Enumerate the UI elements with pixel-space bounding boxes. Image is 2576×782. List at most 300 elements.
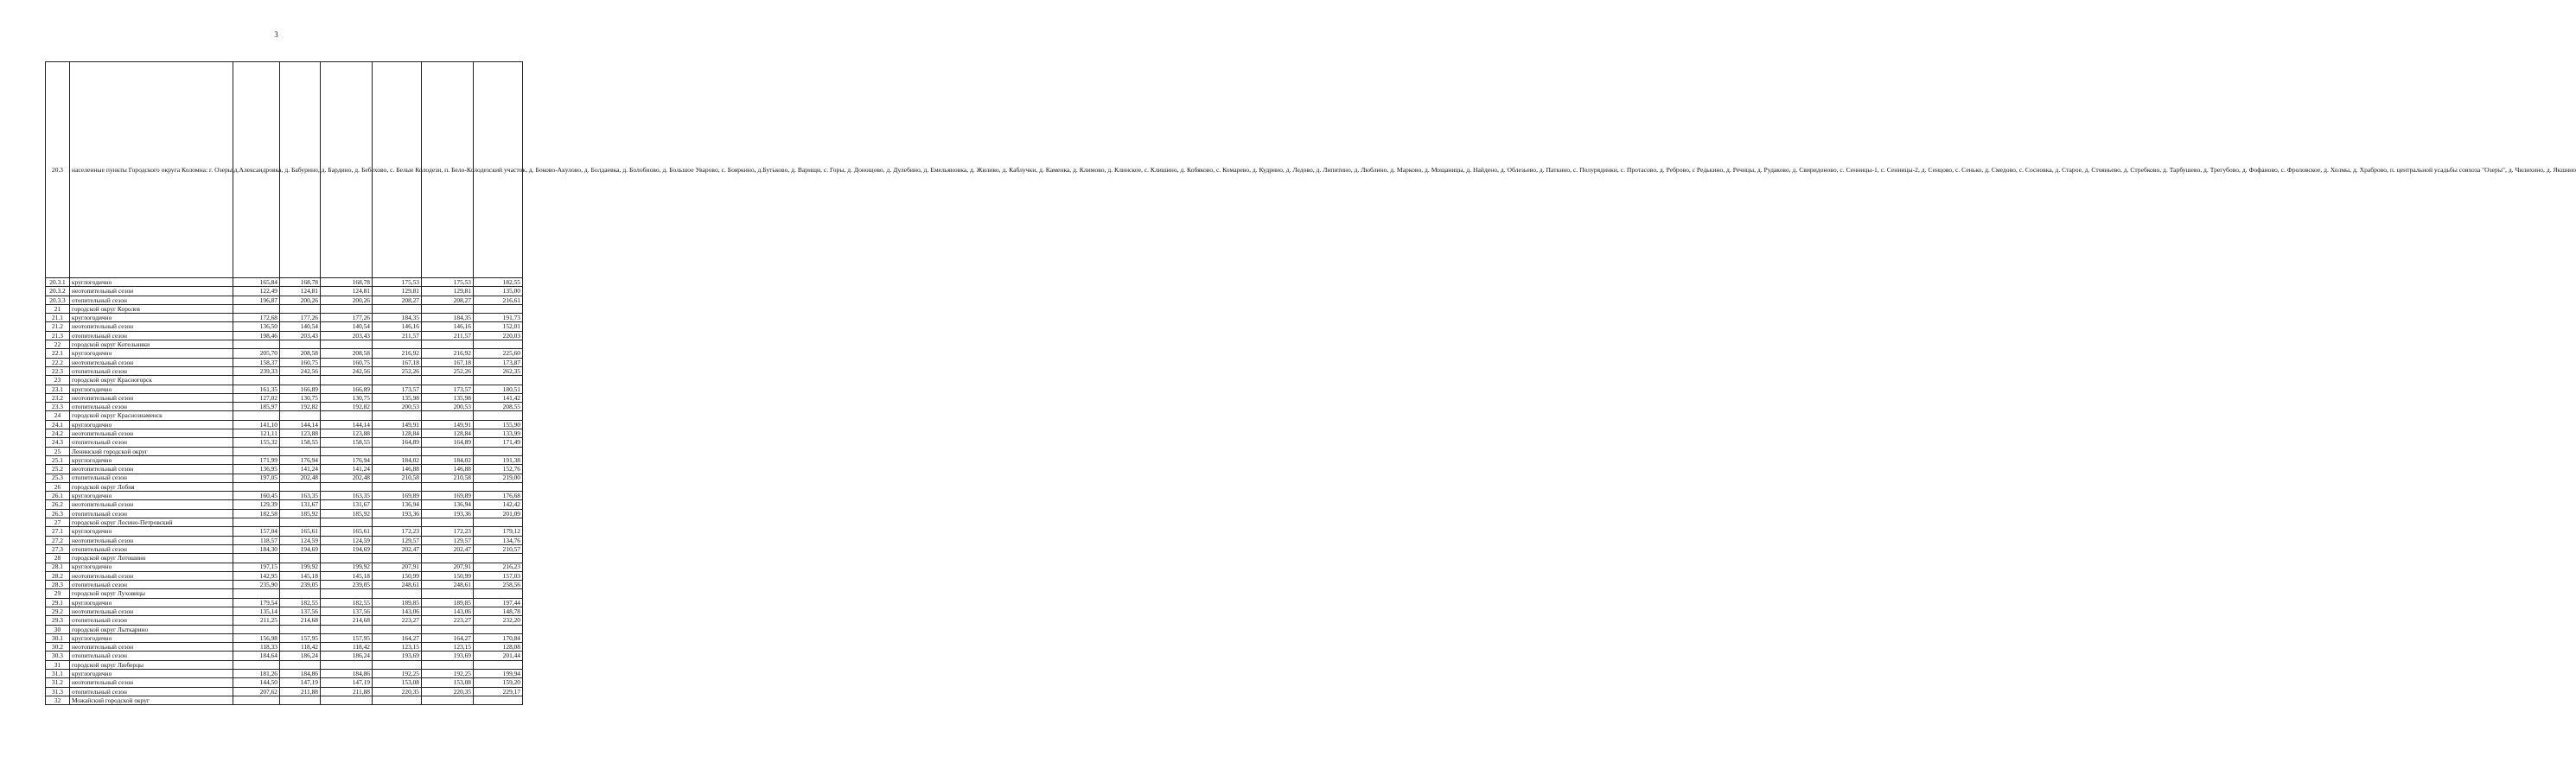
row-number: 30.1 bbox=[46, 633, 70, 642]
section-row bbox=[46, 589, 523, 598]
row-label: отопительный сезон bbox=[70, 296, 233, 304]
tariff-value: 196,87 bbox=[233, 296, 280, 304]
tariff-value: 136,94 bbox=[373, 500, 422, 509]
table-row bbox=[46, 607, 523, 615]
table-row bbox=[46, 438, 523, 447]
table-row bbox=[46, 296, 523, 304]
tariff-value: 220,35 bbox=[373, 687, 422, 696]
row-number: 31.3 bbox=[46, 687, 70, 696]
empty-cell bbox=[280, 518, 321, 527]
table-row bbox=[46, 544, 523, 553]
empty-cell bbox=[233, 518, 280, 527]
empty-cell bbox=[474, 518, 523, 527]
table-row bbox=[46, 643, 523, 652]
tariff-value: 184,64 bbox=[233, 652, 280, 660]
empty-cell bbox=[321, 482, 373, 491]
tariff-value: 142,95 bbox=[233, 571, 280, 580]
tariff-value: 156,98 bbox=[233, 633, 280, 642]
tariff-value: 149,91 bbox=[373, 420, 422, 429]
empty-cell bbox=[321, 340, 373, 349]
table-row bbox=[46, 652, 523, 660]
empty-cell bbox=[373, 411, 422, 420]
table-row bbox=[46, 536, 523, 544]
row-label: неотопительный сезон bbox=[70, 393, 233, 402]
tariff-value: 164,27 bbox=[422, 633, 474, 642]
tariff-value: 216,23 bbox=[474, 563, 523, 571]
tariff-value: 123,15 bbox=[373, 643, 422, 652]
table-row bbox=[46, 455, 523, 464]
tariff-value: 177,26 bbox=[280, 314, 321, 322]
row-label: отопительный сезон bbox=[70, 581, 233, 589]
tariff-value: 175,53 bbox=[373, 278, 422, 287]
tariff-value: 142,42 bbox=[474, 500, 523, 509]
tariff-value: 223,27 bbox=[373, 616, 422, 625]
empty-cell bbox=[422, 340, 474, 349]
tariff-value: 180,51 bbox=[474, 385, 523, 393]
empty-cell bbox=[373, 589, 422, 598]
row-number: 31.2 bbox=[46, 678, 70, 687]
tariff-value: 185,92 bbox=[280, 509, 321, 518]
row-number: 27.1 bbox=[46, 527, 70, 536]
table-row bbox=[46, 571, 523, 580]
row-label: неотопительный сезон bbox=[70, 358, 233, 366]
row-number: 27.2 bbox=[46, 536, 70, 544]
tariff-value: 203,43 bbox=[321, 331, 373, 340]
tariff-value: 145,18 bbox=[321, 571, 373, 580]
empty-cell bbox=[280, 376, 321, 385]
tariff-value: 157,04 bbox=[233, 527, 280, 536]
table-row bbox=[46, 581, 523, 589]
tariff-value: 150,99 bbox=[422, 571, 474, 580]
tariff-value: 242,56 bbox=[280, 366, 321, 375]
tariff-value: 160,75 bbox=[321, 358, 373, 366]
tariff-value: 201,44 bbox=[474, 652, 523, 660]
row-number: 22 bbox=[46, 340, 70, 349]
row-number: 24.2 bbox=[46, 429, 70, 438]
tariff-value: 124,59 bbox=[280, 536, 321, 544]
empty-cell bbox=[373, 518, 422, 527]
tariff-value: 141,24 bbox=[321, 465, 373, 474]
tariff-value: 252,26 bbox=[373, 366, 422, 375]
tariff-value: 184,35 bbox=[422, 314, 474, 322]
empty-cell bbox=[422, 376, 474, 385]
table-row bbox=[46, 403, 523, 411]
row-label: отопительный сезон bbox=[70, 366, 233, 375]
tariff-value: 184,02 bbox=[422, 455, 474, 464]
row-number: 26.2 bbox=[46, 500, 70, 509]
empty-cell bbox=[233, 696, 280, 704]
table-row bbox=[46, 465, 523, 474]
tariff-value: 137,56 bbox=[280, 607, 321, 615]
row-number: 29.1 bbox=[46, 598, 70, 607]
tariff-value: 147,19 bbox=[321, 678, 373, 687]
section-title: городской округ Лосино-Петровский bbox=[70, 518, 233, 527]
tariff-value: 155,90 bbox=[474, 420, 523, 429]
tariff-value: 242,56 bbox=[321, 366, 373, 375]
tariff-value: 248,61 bbox=[373, 581, 422, 589]
empty-cell bbox=[422, 518, 474, 527]
row-number: 27.3 bbox=[46, 544, 70, 553]
row-label: круглогодично bbox=[70, 563, 233, 571]
row-number: 22.2 bbox=[46, 358, 70, 366]
empty-cell bbox=[280, 482, 321, 491]
tariff-value: 185,92 bbox=[321, 509, 373, 518]
tariff-value: 258,56 bbox=[474, 581, 523, 589]
section-row bbox=[46, 376, 523, 385]
empty-cell bbox=[280, 660, 321, 669]
tariff-value: 163,35 bbox=[280, 492, 321, 500]
tariff-value: 136,50 bbox=[233, 322, 280, 331]
empty-cell bbox=[233, 554, 280, 563]
row-label: отопительный сезон bbox=[70, 616, 233, 625]
tariff-value: 179,12 bbox=[474, 527, 523, 536]
tariff-value: 123,88 bbox=[321, 429, 373, 438]
tariff-value: 118,33 bbox=[233, 643, 280, 652]
tariff-value: 192,82 bbox=[280, 403, 321, 411]
tariff-value: 202,47 bbox=[422, 544, 474, 553]
row-label: неотопительный сезон bbox=[70, 571, 233, 580]
row-number: 24 bbox=[46, 411, 70, 420]
table-row bbox=[46, 358, 523, 366]
tariff-value: 141,42 bbox=[474, 393, 523, 402]
tariff-value: 135,00 bbox=[474, 287, 523, 296]
row-label: отопительный сезон bbox=[70, 652, 233, 660]
row-number: 20.3.3 bbox=[46, 296, 70, 304]
empty-cell bbox=[280, 554, 321, 563]
tariff-value: 158,55 bbox=[280, 438, 321, 447]
tariff-value: 220,35 bbox=[422, 687, 474, 696]
empty-cell bbox=[422, 554, 474, 563]
row-number: 20.3.2 bbox=[46, 287, 70, 296]
table-row bbox=[46, 616, 523, 625]
row-label: круглогодично bbox=[70, 420, 233, 429]
tariff-value: 219,00 bbox=[474, 474, 523, 482]
table-row bbox=[46, 393, 523, 402]
tariff-value: 160,75 bbox=[280, 358, 321, 366]
tariff-value: 173,57 bbox=[373, 385, 422, 393]
tariff-value: 192,25 bbox=[373, 670, 422, 678]
tariff-value: 141,10 bbox=[233, 420, 280, 429]
tariff-value: 210,58 bbox=[373, 474, 422, 482]
table-row bbox=[46, 563, 523, 571]
row-number: 25 bbox=[46, 447, 70, 455]
tariff-value: 171,49 bbox=[474, 438, 523, 447]
row-number: 25.1 bbox=[46, 455, 70, 464]
tariff-value: 225,60 bbox=[474, 349, 523, 358]
row-label: круглогодично bbox=[70, 633, 233, 642]
tariff-value: 169,89 bbox=[373, 492, 422, 500]
tariff-value: 172,23 bbox=[422, 527, 474, 536]
tariff-value: 160,45 bbox=[233, 492, 280, 500]
tariff-value: 165,61 bbox=[321, 527, 373, 536]
tariff-value: 239,05 bbox=[321, 581, 373, 589]
empty-cell bbox=[321, 518, 373, 527]
tariff-value: 129,81 bbox=[422, 287, 474, 296]
tariff-value: 131,67 bbox=[280, 500, 321, 509]
tariff-value: 193,36 bbox=[422, 509, 474, 518]
tariff-value: 146,88 bbox=[422, 465, 474, 474]
tariff-value: 159,20 bbox=[474, 678, 523, 687]
tariff-value: 193,69 bbox=[373, 652, 422, 660]
tariff-value: 200,53 bbox=[373, 403, 422, 411]
tariff-value: 200,26 bbox=[321, 296, 373, 304]
tariff-value: 214,68 bbox=[280, 616, 321, 625]
empty-cell bbox=[422, 589, 474, 598]
table-row bbox=[46, 678, 523, 687]
empty-cell bbox=[373, 554, 422, 563]
tariff-value: 124,81 bbox=[321, 287, 373, 296]
row-label: круглогодично bbox=[70, 349, 233, 358]
tariff-value: 146,16 bbox=[373, 322, 422, 331]
tariff-value: 176,68 bbox=[474, 492, 523, 500]
tariff-value: 165,84 bbox=[233, 278, 280, 287]
row-label: неотопительный сезон bbox=[70, 500, 233, 509]
tariff-value: 182,55 bbox=[280, 598, 321, 607]
tariff-value: 150,99 bbox=[373, 571, 422, 580]
tariff-value: 191,73 bbox=[474, 314, 523, 322]
tariff-value: 199,92 bbox=[321, 563, 373, 571]
section-title: городской округ Королев bbox=[70, 304, 233, 313]
tariff-value: 131,67 bbox=[321, 500, 373, 509]
empty-cell bbox=[233, 411, 280, 420]
tariff-value: 147,19 bbox=[280, 678, 321, 687]
row-number: 24.1 bbox=[46, 420, 70, 429]
empty-cell bbox=[233, 660, 280, 669]
tariff-value: 172,23 bbox=[373, 527, 422, 536]
tariff-value: 223,27 bbox=[422, 616, 474, 625]
row-label: круглогодично bbox=[70, 278, 233, 287]
tariff-value: 155,32 bbox=[233, 438, 280, 447]
row-number: 26.1 bbox=[46, 492, 70, 500]
tariff-value: 135,98 bbox=[422, 393, 474, 402]
tariff-value: 163,35 bbox=[321, 492, 373, 500]
tariff-value: 124,81 bbox=[280, 287, 321, 296]
empty-cell bbox=[474, 447, 523, 455]
tariff-value: 220,03 bbox=[474, 331, 523, 340]
tariff-value: 229,17 bbox=[474, 687, 523, 696]
empty-cell bbox=[422, 482, 474, 491]
row-number: 21.2 bbox=[46, 322, 70, 331]
table-row bbox=[46, 670, 523, 678]
tariff-value: 239,33 bbox=[233, 366, 280, 375]
tariff-value: 129,57 bbox=[422, 536, 474, 544]
tariff-value: 153,08 bbox=[422, 678, 474, 687]
tariff-value: 182,55 bbox=[474, 278, 523, 287]
block-row bbox=[46, 62, 523, 278]
tariff-value: 182,55 bbox=[321, 598, 373, 607]
table-row bbox=[46, 331, 523, 340]
empty-cell bbox=[373, 482, 422, 491]
row-label: неотопительный сезон bbox=[70, 643, 233, 652]
section-row bbox=[46, 447, 523, 455]
tariff-table bbox=[45, 61, 2576, 705]
tariff-value: 197,44 bbox=[474, 598, 523, 607]
row-number: 31 bbox=[46, 660, 70, 669]
row-number: 23 bbox=[46, 376, 70, 385]
empty-cell bbox=[280, 625, 321, 633]
tariff-value: 211,88 bbox=[321, 687, 373, 696]
tariff-value: 167,18 bbox=[422, 358, 474, 366]
tariff-value: 207,91 bbox=[373, 563, 422, 571]
tariff-value: 167,18 bbox=[373, 358, 422, 366]
tariff-value: 136,94 bbox=[422, 500, 474, 509]
empty-cell bbox=[233, 340, 280, 349]
tariff-value: 210,58 bbox=[422, 474, 474, 482]
tariff-value: 175,53 bbox=[422, 278, 474, 287]
section-row bbox=[46, 625, 523, 633]
tariff-value: 144,14 bbox=[321, 420, 373, 429]
row-number: 28.2 bbox=[46, 571, 70, 580]
row-number: 27 bbox=[46, 518, 70, 527]
table-row bbox=[46, 598, 523, 607]
empty-cell bbox=[474, 340, 523, 349]
row-number: 28.1 bbox=[46, 563, 70, 571]
tariff-value: 211,57 bbox=[422, 331, 474, 340]
tariff-value: 172,68 bbox=[233, 314, 280, 322]
tariff-value: 152,76 bbox=[474, 465, 523, 474]
section-row bbox=[46, 482, 523, 491]
section-row bbox=[46, 304, 523, 313]
row-label: круглогодично bbox=[70, 492, 233, 500]
tariff-value: 129,81 bbox=[373, 287, 422, 296]
tariff-value: 128,08 bbox=[474, 643, 523, 652]
tariff-value: 176,94 bbox=[321, 455, 373, 464]
empty-cell bbox=[280, 304, 321, 313]
tariff-value: 129,57 bbox=[373, 536, 422, 544]
tariff-value: 216,61 bbox=[474, 296, 523, 304]
empty-cell bbox=[373, 340, 422, 349]
tariff-value: 202,48 bbox=[280, 474, 321, 482]
tariff-value: 186,24 bbox=[321, 652, 373, 660]
row-label: неотопительный сезон bbox=[70, 465, 233, 474]
row-label: круглогодично bbox=[70, 455, 233, 464]
tariff-value: 130,75 bbox=[280, 393, 321, 402]
empty-cell bbox=[280, 340, 321, 349]
empty-cell bbox=[474, 554, 523, 563]
tariff-value: 208,27 bbox=[373, 296, 422, 304]
table-row bbox=[46, 687, 523, 696]
row-label: отопительный сезон bbox=[70, 509, 233, 518]
tariff-value: 208,55 bbox=[474, 403, 523, 411]
tariff-value: 170,84 bbox=[474, 633, 523, 642]
row-number: 21 bbox=[46, 304, 70, 313]
tariff-value: 184,86 bbox=[321, 670, 373, 678]
tariff-value: 197,05 bbox=[233, 474, 280, 482]
row-label: круглогодично bbox=[70, 670, 233, 678]
tariff-value: 179,54 bbox=[233, 598, 280, 607]
tariff-value: 207,62 bbox=[233, 687, 280, 696]
row-label: отопительный сезон bbox=[70, 474, 233, 482]
tariff-value: 185,97 bbox=[233, 403, 280, 411]
tariff-value: 166,89 bbox=[321, 385, 373, 393]
tariff-value: 128,84 bbox=[373, 429, 422, 438]
empty-cell bbox=[233, 625, 280, 633]
tariff-value: 211,57 bbox=[373, 331, 422, 340]
row-label: неотопительный сезон bbox=[70, 287, 233, 296]
tariff-value: 208,58 bbox=[280, 349, 321, 358]
tariff-value: 129,39 bbox=[233, 500, 280, 509]
tariff-value: 171,99 bbox=[233, 455, 280, 464]
empty-cell bbox=[233, 482, 280, 491]
row-label: круглогодично bbox=[70, 385, 233, 393]
section-title: городской округ Котельники bbox=[70, 340, 233, 349]
table-row bbox=[46, 500, 523, 509]
tariff-value: 124,59 bbox=[321, 536, 373, 544]
empty-cell bbox=[321, 660, 373, 669]
section-row bbox=[46, 518, 523, 527]
tariff-value: 232,20 bbox=[474, 616, 523, 625]
tariff-value: 202,47 bbox=[373, 544, 422, 553]
tariff-value: 201,09 bbox=[474, 509, 523, 518]
empty-cell bbox=[474, 625, 523, 633]
section-title: городской округ Луховицы bbox=[70, 589, 233, 598]
empty-cell bbox=[373, 376, 422, 385]
tariff-value: 168,78 bbox=[321, 278, 373, 287]
tariff-value: 149,91 bbox=[422, 420, 474, 429]
tariff-value: 143,06 bbox=[373, 607, 422, 615]
tariff-value: 214,68 bbox=[321, 616, 373, 625]
tariff-value: 173,87 bbox=[474, 358, 523, 366]
tariff-value: 152,01 bbox=[474, 322, 523, 331]
tariff-value: 192,25 bbox=[422, 670, 474, 678]
empty-cell bbox=[422, 447, 474, 455]
row-number: 25.3 bbox=[46, 474, 70, 482]
tariff-value: 192,82 bbox=[321, 403, 373, 411]
section-title: городской округ Лотошино bbox=[70, 554, 233, 563]
tariff-value: 137,56 bbox=[321, 607, 373, 615]
empty-cell bbox=[373, 696, 422, 704]
tariff-value: 210,57 bbox=[474, 544, 523, 553]
row-number: 29 bbox=[46, 589, 70, 598]
empty-cell bbox=[373, 304, 422, 313]
row-label: неотопительный сезон bbox=[70, 678, 233, 687]
section-title: Можайский городской округ bbox=[70, 696, 233, 704]
table-row bbox=[46, 509, 523, 518]
empty-cell bbox=[373, 447, 422, 455]
row-label: отопительный сезон bbox=[70, 544, 233, 553]
tariff-value: 189,85 bbox=[422, 598, 474, 607]
empty-cell bbox=[321, 411, 373, 420]
tariff-value: 193,36 bbox=[373, 509, 422, 518]
table-row bbox=[46, 349, 523, 358]
tariff-value: 146,88 bbox=[373, 465, 422, 474]
tariff-value: 158,37 bbox=[233, 358, 280, 366]
tariff-value: 118,42 bbox=[280, 643, 321, 652]
table-row bbox=[46, 322, 523, 331]
empty-cell bbox=[321, 589, 373, 598]
tariff-value: 118,42 bbox=[321, 643, 373, 652]
table-row bbox=[46, 492, 523, 500]
tariff-value: 194,69 bbox=[280, 544, 321, 553]
empty-cell bbox=[422, 696, 474, 704]
tariff-value: 134,76 bbox=[474, 536, 523, 544]
tariff-value: 199,94 bbox=[474, 670, 523, 678]
tariff-value: 122,49 bbox=[233, 287, 280, 296]
tariff-value: 199,92 bbox=[280, 563, 321, 571]
tariff-value: 158,55 bbox=[321, 438, 373, 447]
empty-cell bbox=[321, 304, 373, 313]
tariff-value: 130,75 bbox=[321, 393, 373, 402]
empty-cell bbox=[233, 376, 280, 385]
page-number: 3 bbox=[274, 30, 278, 39]
empty-cell bbox=[321, 376, 373, 385]
empty-cell bbox=[373, 660, 422, 669]
empty-cell bbox=[474, 304, 523, 313]
tariff-value: 208,58 bbox=[321, 349, 373, 358]
tariff-value: 184,86 bbox=[280, 670, 321, 678]
tariff-value: 146,16 bbox=[422, 322, 474, 331]
row-number: 26.3 bbox=[46, 509, 70, 518]
